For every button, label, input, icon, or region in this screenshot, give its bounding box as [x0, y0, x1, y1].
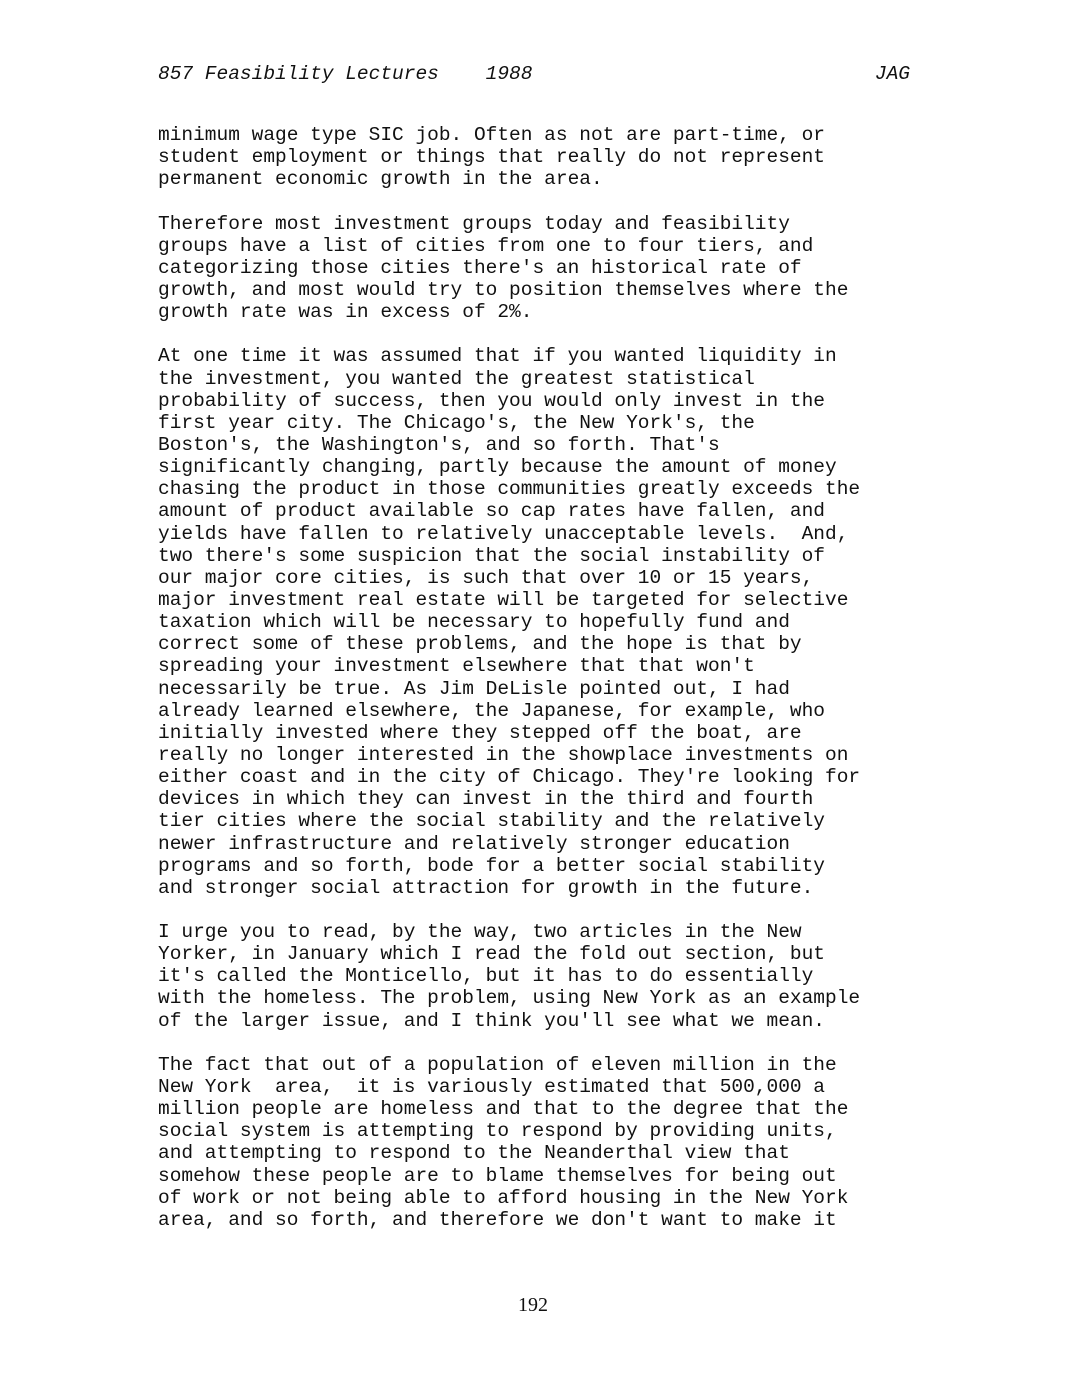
text-line: it's called the Monticello, but it has to do essentially	[158, 965, 814, 988]
text-line: permanent economic growth in the area.	[158, 168, 603, 191]
text-line: already learned elsewhere, the Japanese, for example, who	[158, 699, 826, 722]
text-line: social system is attempting to respond by providing units,	[158, 1120, 837, 1143]
text-line: taxation which will be necessary to hopefully fund and	[158, 611, 790, 634]
text-line: groups have a list of cities from one to four tiers, and	[158, 234, 814, 257]
text-line: tier cities where the social stability and the relatively	[158, 810, 826, 833]
text-line: growth, and most would try to position themselves where the	[158, 278, 849, 301]
text-line: correct some of these problems, and the hope is that by	[158, 633, 802, 656]
text-line: categorizing those cities there's an historical rate of	[158, 256, 802, 279]
text-line: yields have fallen to relatively unacceptable levels. And,	[158, 522, 849, 545]
text-line: I urge you to read, by the way, two articles in the New	[158, 921, 802, 944]
text-line: of work or not being able to afford housing in the New York	[158, 1186, 849, 1209]
text-line: with the homeless. The problem, using New York as an example	[158, 987, 861, 1010]
text-line: Boston's, the Washington's, and so forth. That's	[158, 433, 720, 456]
header-initials: JAG	[874, 63, 910, 85]
text-line: of the larger issue, and I think you'll see what we mean.	[158, 1009, 826, 1032]
text-line: million people are homeless and that to the degree that the	[158, 1098, 849, 1121]
text-line: initially invested where they stepped off the boat, are	[158, 721, 802, 744]
text-line: either coast and in the city of Chicago. They're looking for	[158, 766, 861, 789]
header-title: 857 Feasibility Lectures 1988	[158, 63, 533, 85]
text-line: newer infrastructure and relatively stronger education	[158, 832, 790, 855]
text-line: and attempting to respond to the Neanderthal view that	[158, 1142, 790, 1165]
page-header	[158, 62, 910, 86]
text-line: the investment, you wanted the greatest statistical	[158, 367, 755, 390]
text-line: student employment or things that really do not represent	[158, 146, 826, 169]
text-line: area, and so forth, and therefore we don't want to make it	[158, 1208, 837, 1231]
body-text	[158, 124, 918, 1253]
paragraph	[158, 345, 918, 899]
text-line: and stronger social attraction for growth in the future.	[158, 876, 814, 899]
text-line: The fact that out of a population of eleven million in the	[158, 1053, 837, 1076]
paragraph	[158, 1054, 918, 1231]
text-line: programs and so forth, bode for a better social stability	[158, 854, 826, 877]
text-line: somehow these people are to blame themselves for being out	[158, 1164, 837, 1187]
text-line: really no longer interested in the showplace investments on	[158, 743, 849, 766]
text-line: two there's some suspicion that the social instability of	[158, 544, 826, 567]
text-line: first year city. The Chicago's, the New York's, the	[158, 411, 755, 434]
text-line: significantly changing, partly because the amount of money	[158, 456, 837, 479]
text-line: spreading your investment elsewhere that that won't	[158, 655, 755, 678]
text-line: Yorker, in January which I read the fold out section, but	[158, 943, 826, 966]
page-number: 192	[518, 1294, 548, 1316]
text-line: amount of product available so cap rates have fallen, and	[158, 500, 826, 523]
text-line: our major core cities, is such that over 10 or 15 years,	[158, 566, 814, 589]
text-line: necessarily be true. As Jim DeLisle pointed out, I had	[158, 677, 790, 700]
text-line: minimum wage type SIC job. Often as not are part-time, or	[158, 124, 826, 146]
text-line: Therefore most investment groups today and feasibility	[158, 212, 790, 235]
text-line: growth rate was in excess of 2%.	[158, 301, 533, 324]
text-line: devices in which they can invest in the third and fourth	[158, 788, 814, 811]
text-line: probability of success, then you would only invest in the	[158, 389, 826, 412]
text-line: chasing the product in those communities greatly exceeds the	[158, 478, 861, 501]
text-line: major investment real estate will be targeted for selective	[158, 588, 849, 611]
text-line: New York area, it is variously estimated that 500,000 a	[158, 1076, 826, 1099]
paragraph	[158, 124, 918, 190]
paragraph	[158, 921, 918, 1032]
text-line: At one time it was assumed that if you wanted liquidity in	[158, 345, 837, 368]
paragraph	[158, 213, 918, 324]
